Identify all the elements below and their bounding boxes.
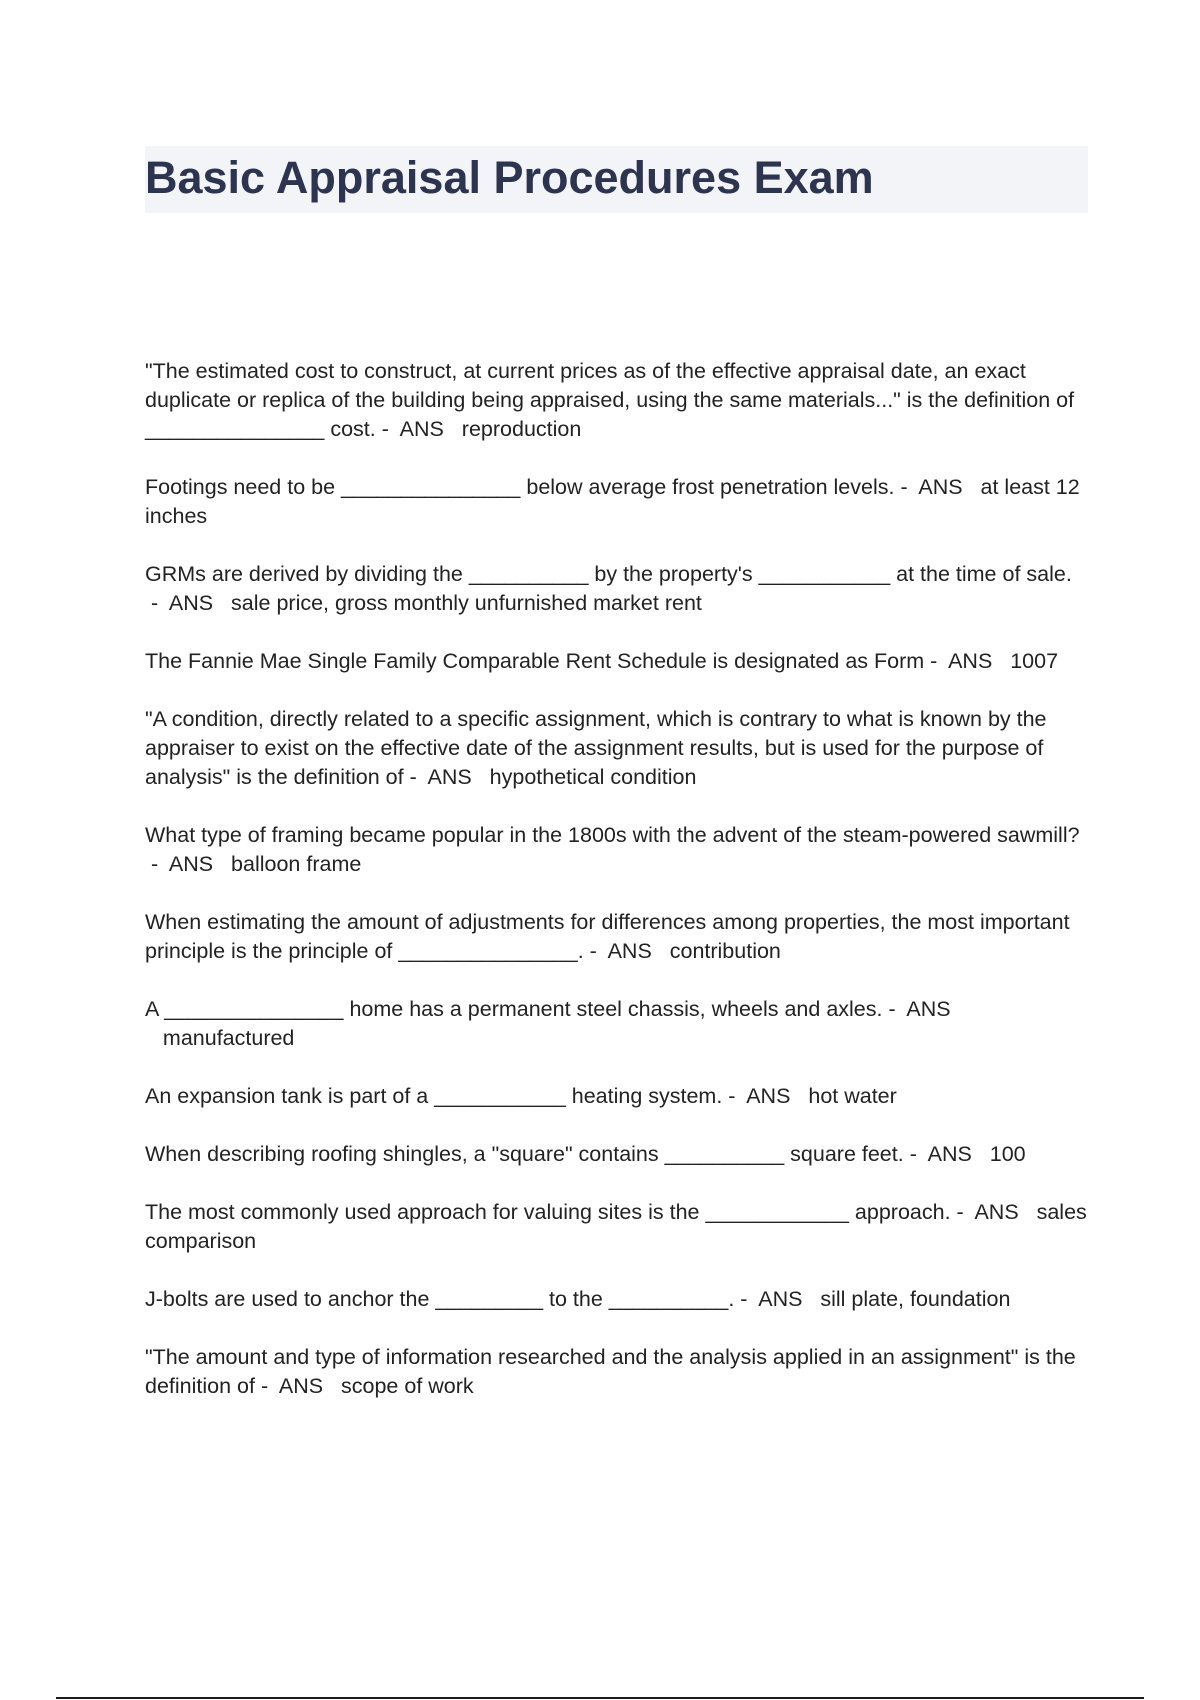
footer-rule (56, 1697, 1144, 1699)
ans-marker: ANS (758, 1287, 803, 1311)
qa-item: Footings need to be _______________ below average frost penetration levels. - ANS at least 12 inches (145, 475, 1080, 528)
ans-marker: ANS (927, 1142, 972, 1166)
qa-list (145, 357, 1095, 1430)
question-text: What type of framing became popular in the 1800s with the advent of the steam-powered sawmill? (145, 823, 1080, 847)
question-text: The Fannie Mae Single Family Comparable Rent Schedule is designated as Form (145, 649, 925, 673)
question-text: "A condition, directly related to a specific assignment, which is contrary to what is known by the appraiser to exist on the effective date of the assignment results, but is used for the purpose of analysis" is the definition of (145, 707, 1047, 789)
qa-item: J-bolts are used to anchor the _________ to the __________. - ANS sill plate, foundation (145, 1287, 1011, 1311)
answer-text: 100 (989, 1142, 1026, 1166)
ans-marker: ANS (427, 765, 472, 789)
qa-item: When estimating the amount of adjustments for differences among properties, the most important principle is the principle of _______________. - ANS contribution (145, 910, 1070, 963)
qa-item: What type of framing became popular in the 1800s with the advent of the steam-powered sawmill? - ANS balloon frame (145, 823, 1080, 876)
answer-text: contribution (669, 939, 781, 963)
qa-item: "A condition, directly related to a specific assignment, which is contrary to what is known by the appraiser to exist on the effective date of the assignment results, but is used for the purpose of analysis" is the definition of - ANS hypothetical condition (145, 707, 1047, 789)
question-text: GRMs are derived by dividing the __________ by the property's ___________ at the time of sale. (145, 562, 1072, 586)
ans-marker: ANS (168, 591, 214, 615)
question-text: J-bolts are used to anchor the _________ to the __________. (145, 1287, 735, 1311)
question-text: The most commonly used approach for valuing sites is the ____________ approach. (145, 1200, 951, 1224)
ans-marker: ANS (278, 1374, 324, 1398)
answer-text: sale price, gross monthly unfurnished market rent (231, 591, 702, 615)
ans-marker: ANS (399, 417, 444, 441)
answer-text: 1007 (1010, 649, 1059, 673)
title-band (145, 146, 1088, 213)
question-text: "The amount and type of information researched and the analysis applied in an assignment" is the definition of (145, 1345, 1076, 1398)
answer-text: at least 12 inches (145, 475, 1080, 528)
qa-item: A _______________ home has a permanent steel chassis, wheels and axles. - ANS manufactured (145, 997, 951, 1050)
page-title: Basic Appraisal Procedures Exam (145, 152, 874, 203)
ans-marker: ANS (974, 1200, 1019, 1224)
qa-item: "The amount and type of information researched and the analysis applied in an assignment" is the definition of - ANS scope of work (145, 1345, 1076, 1398)
answer-text: sales comparison (145, 1200, 1087, 1253)
answer-text: hypothetical condition (489, 765, 697, 789)
ans-marker: ANS (168, 852, 214, 876)
question-text: An expansion tank is part of a ___________ heating system. (145, 1084, 723, 1108)
ans-marker: ANS (948, 649, 993, 673)
qa-item: GRMs are derived by dividing the __________ by the property's ___________ at the time of sale. - ANS sale price, gross monthly unfurnished market rent (145, 562, 1072, 615)
qa-item: "The estimated cost to construct, at current prices as of the effective appraisal date, an exact duplicate or replica of the building being appraised, using the same materials..." is the definition of _______________ cost. - ANS reproduction (145, 359, 1075, 441)
ans-marker: ANS (607, 939, 652, 963)
answer-text: manufactured (162, 1026, 295, 1050)
qa-item: When describing roofing shingles, a "square" contains __________ square feet. - ANS 100 (145, 1142, 1026, 1166)
question-text: A _______________ home has a permanent steel chassis, wheels and axles. (145, 997, 883, 1021)
answer-text: reproduction (461, 417, 582, 441)
answer-text: sill plate, foundation (820, 1287, 1011, 1311)
ans-marker: ANS (906, 997, 951, 1021)
question-text: When describing roofing shingles, a "square" contains __________ square feet. (145, 1142, 904, 1166)
answer-text: scope of work (341, 1374, 474, 1398)
qa-item: An expansion tank is part of a ___________ heating system. - ANS hot water (145, 1084, 897, 1108)
answer-text: hot water (808, 1084, 897, 1108)
ans-marker: ANS (746, 1084, 791, 1108)
ans-marker: ANS (918, 475, 963, 499)
qa-item: The most commonly used approach for valuing sites is the ____________ approach. - ANS sales comparison (145, 1200, 1087, 1253)
question-text: Footings need to be _______________ below average frost penetration levels. (145, 475, 895, 499)
answer-text: balloon frame (231, 852, 362, 876)
qa-item: The Fannie Mae Single Family Comparable Rent Schedule is designated as Form - ANS 1007 (145, 649, 1059, 673)
question-text: "The estimated cost to construct, at current prices as of the effective appraisal date, an exact duplicate or replica of the building being appraised, using the same materials..." is the definition of _______________ cost. (145, 359, 1075, 441)
question-text: When estimating the amount of adjustments for differences among properties, the most important principle is the principle of _______________. (145, 910, 1070, 963)
